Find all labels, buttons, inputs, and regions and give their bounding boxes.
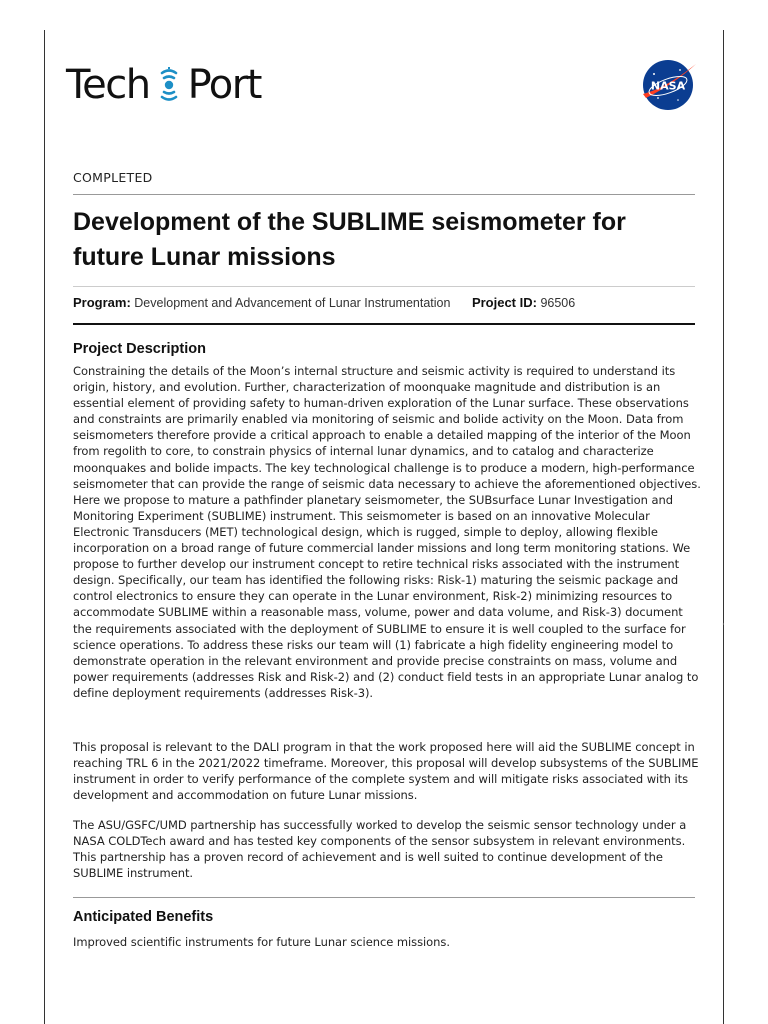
divider <box>73 897 695 898</box>
signal-icon <box>151 62 187 108</box>
description-paragraph-1: Constraining the details of the Moon’s internal structure and seismic activity is required to understand its origin, history, and evolution. Further, characterization of moonquake magnitude and distribution is an essential element of providing safety to human-driven exploration of the Lunar surface. These observations and constraints are primarily enabled via monitoring of seismic and bolide activity on the Moon. Data from seismometers therefore provide a critical approach to enable a detailed mapping of the interior of the Moon from regolith to core, to constrain physics of internal lunar dynamics, and to catalog and characterize moonquakes and bolide impacts. The key technological challenge is to produce a modern, high-performance seismometer that can provide the range of seismic data necessary to achieve the aforementioned objectives. Here we propose to mature a pathfinder planetary seismometer, the SUBsurface Lunar Investigation and Monitoring Experiment (SUBLIME) instrument. This seismometer is based on an innovative Molecular Electronic Transducers (MET) technological design, which is rugged, simple to deploy, allowing flexible incorporation on a broad range of future commercial lander missions and long term monitoring stations. We propose to further develop our instrument concept to retire technical risks associated with the instrument design. Specifically, our team has identified the following risks: Risk-1) maturing the seismic package and control electronics to ensure they can operate in the Lunar environment, Risk-2) minimizing resources to accommodate SUBLIME within a reasonable mass, volume, power and data volume, and Risk-3) document the requirements associated with the deployment of SUBLIME to ensure it is well coupled to the surface for science operations. To address these risks our team will (1) fabricate a high fidelity engineering model to demonstrate operation in the relevant environment and provide precise constraints on mass, volume and power requirements (addresses Risk and Risk-2) and (2) conduct field tests in an appropriate Lunar analog to define deployment requirements (addresses Risk-3). <box>73 364 701 700</box>
program-label: Program: <box>73 295 131 310</box>
nasa-logo-text: NASA <box>650 79 686 93</box>
project-id-value: 96506 <box>540 296 576 310</box>
project-title: Development of the SUBLIME seismometer for future Lunar missions <box>73 208 626 271</box>
page-edge-right <box>723 30 724 1024</box>
divider-thick <box>73 323 695 325</box>
divider <box>73 194 695 195</box>
description-heading: Project Description <box>73 341 206 357</box>
logo-text-port: Port <box>187 62 261 108</box>
page-edge-left <box>44 30 45 1024</box>
description-paragraph-3: The ASU/GSFC/UMD partnership has successfully worked to develop the seismic sensor technology under a NASA COLDTech award and has tested key components of the sensor subsystem in relevant environments. This partnership has a proven record of achievement and is well suited to continue development of the SUBLIME instrument. <box>73 818 687 881</box>
page-header <box>66 56 706 118</box>
logo-text-tech: Tech <box>66 62 150 108</box>
benefits-text: Improved scientific instruments for future Lunar science missions. <box>73 935 450 949</box>
project-status: COMPLETED <box>73 170 153 185</box>
nasa-logo <box>640 58 698 112</box>
program-value: Development and Advancement of Lunar Instrumentation <box>134 296 451 310</box>
divider <box>73 286 695 287</box>
edge-mark: · <box>722 620 725 629</box>
benefits-heading: Anticipated Benefits <box>73 909 214 925</box>
description-paragraph-2: This proposal is relevant to the DALI program in that the work proposed here will aid the SUBLIME concept in reaching TRL 6 in the 2021/2022 timeframe. Moreover, this proposal will develop subsystems of the SUBLIME instrument in order to verify performance of the complete system and will mitigate risks associated with its development and accommodation on future Lunar missions. <box>73 740 699 803</box>
project-meta <box>73 295 575 310</box>
project-id-label: Project ID: <box>471 295 537 310</box>
techport-logo[interactable] <box>66 60 261 110</box>
